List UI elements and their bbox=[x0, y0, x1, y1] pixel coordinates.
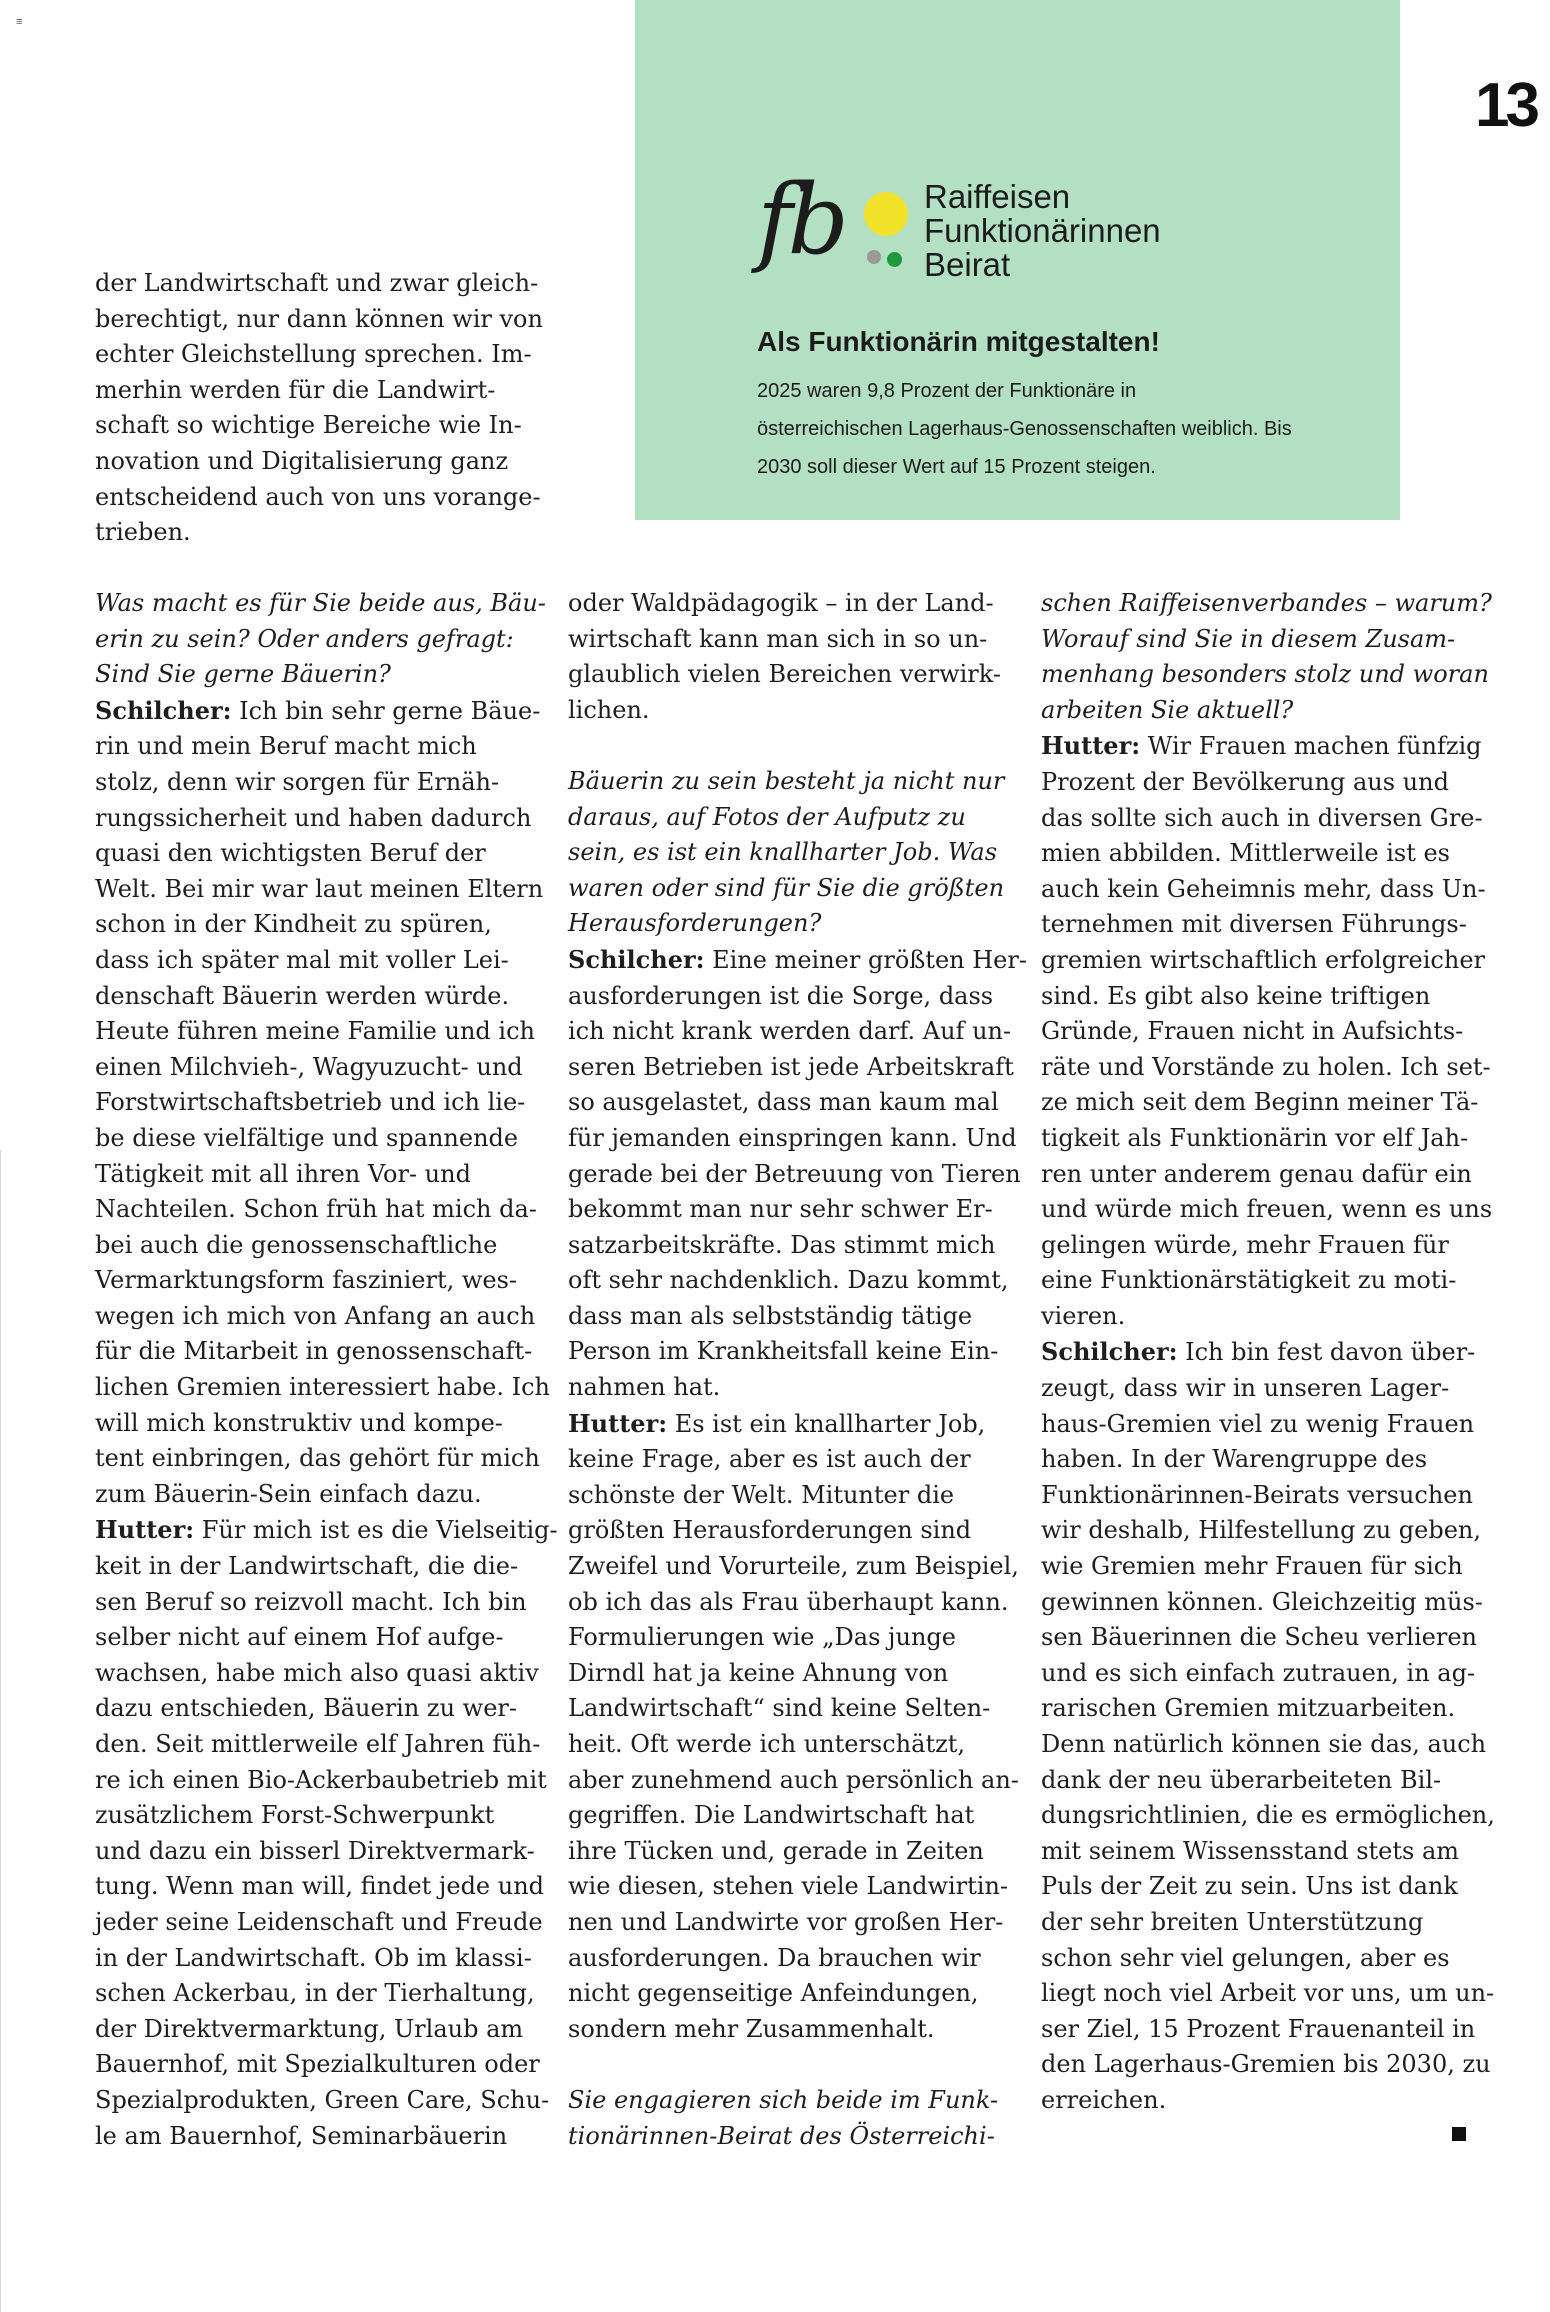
body-line: ser Ziel, 15 Prozent Frauenanteil in bbox=[1041, 2014, 1476, 2043]
body-line: gelingen würde, mehr Frauen für bbox=[1041, 1230, 1449, 1259]
body-line: selber nicht auf einem Hof aufge- bbox=[95, 1623, 504, 1652]
body-line: ausforderungen. Da brauchen wir bbox=[568, 1943, 981, 1972]
body-line: ze mich seit dem Beginn meiner Tä- bbox=[1041, 1088, 1479, 1117]
body-line: wegen ich mich von Anfang an auch bbox=[95, 1301, 536, 1330]
body-line: in der Landwirtschaft. Ob im klassi- bbox=[95, 1943, 532, 1972]
body-line: Zweifel und Vorurteile, zum Beispiel, bbox=[568, 1552, 1019, 1581]
question-line: Sind Sie gerne Bäuerin? bbox=[95, 660, 391, 689]
answer-text: Ich bin fest davon über- bbox=[1177, 1338, 1476, 1367]
body-line: liegt noch viel Arbeit vor uns, um un- bbox=[1041, 1979, 1495, 2008]
logo-green-dot-icon bbox=[887, 252, 902, 267]
question-line: daraus, auf Fotos der Aufputz zu bbox=[568, 802, 966, 831]
question-line: schen Raiffeisenverbandes – warum? bbox=[1041, 589, 1492, 617]
body-line: schon in der Kindheit zu spüren, bbox=[95, 910, 492, 939]
info-box bbox=[635, 0, 1400, 520]
question-line: Was macht es für Sie beide aus, Bäu- bbox=[95, 589, 546, 617]
body-line: dungsrichtlinien, die es ermöglichen, bbox=[1041, 1801, 1495, 1830]
body-line: Welt. Bei mir war laut meinen Eltern bbox=[95, 874, 544, 903]
body-line: sondern mehr Zusammenhalt. bbox=[568, 2014, 935, 2043]
info-box-line: 2025 waren 9,8 Prozent der Funktionäre in bbox=[757, 380, 1137, 402]
body-line: ihre Tücken und, gerade in Zeiten bbox=[568, 1836, 984, 1865]
body-line: wie diesen, stehen viele Landwirtin- bbox=[568, 1872, 1009, 1901]
answer-first-line bbox=[95, 1512, 558, 1549]
body-line: Puls der Zeit zu sein. Uns ist dank bbox=[1041, 1872, 1458, 1901]
question-line: waren oder sind für Sie die größten bbox=[568, 873, 1005, 902]
article-column-3 bbox=[1041, 586, 1495, 2119]
body-line: Dirndl hat ja keine Ahnung von bbox=[568, 1658, 949, 1687]
question-line: menhang besonders stolz und woran bbox=[1041, 660, 1489, 689]
body-line: sen Bäuerinnen die Scheu verlieren bbox=[1041, 1623, 1477, 1652]
body-line: aber zunehmend auch persönlich an- bbox=[568, 1765, 1019, 1794]
answer-first-line bbox=[568, 1406, 1008, 1443]
logo-sun-dot-icon bbox=[864, 192, 908, 236]
question-line: Worauf sind Sie in diesem Zusam- bbox=[1041, 624, 1456, 653]
question-line: arbeiten Sie aktuell? bbox=[1041, 695, 1294, 724]
body-line: rungssicherheit und haben dadurch bbox=[95, 803, 532, 832]
body-line: schönste der Welt. Mitunter die bbox=[568, 1480, 955, 1509]
body-line: der sehr breiten Unterstützung bbox=[1041, 1907, 1424, 1936]
body-line: Prozent der Bevölkerung aus und bbox=[1041, 767, 1449, 796]
body-line: entscheidend auch von uns vorange- bbox=[95, 482, 541, 511]
body-line: ren unter anderem genau dafür ein bbox=[1041, 1159, 1472, 1188]
speaker-name: Schilcher: bbox=[95, 695, 232, 725]
body-line: so ausgelastet, dass man kaum mal bbox=[568, 1088, 999, 1117]
body-line: rarischen Gremien mitzuarbeiten. bbox=[1041, 1694, 1456, 1723]
body-line: sen Beruf so reizvoll macht. Ich bin bbox=[95, 1587, 527, 1616]
body-line: tigkeit als Funktionärin vor elf Jah- bbox=[1041, 1123, 1469, 1152]
body-line: lichen. bbox=[568, 695, 650, 724]
body-line: größten Herausforderungen sind bbox=[568, 1516, 972, 1545]
body-line: Gründe, Frauen nicht in Aufsichts- bbox=[1041, 1017, 1464, 1046]
body-line: oft sehr nachdenklich. Dazu kommt, bbox=[568, 1266, 1009, 1295]
body-line: dass ich später mal mit voller Lei- bbox=[95, 945, 509, 974]
body-line: schon sehr viel gelungen, aber es bbox=[1041, 1943, 1450, 1972]
logo-line: Funktionärinnen bbox=[924, 212, 1161, 249]
body-line: wir deshalb, Hilfestellung zu geben, bbox=[1041, 1516, 1482, 1545]
body-line: zeugt, dass wir in unseren Lager- bbox=[1041, 1374, 1450, 1403]
info-box-line: österreichischen Lagerhaus-Genossenschaften weiblich. Bis bbox=[757, 418, 1292, 440]
answer-text: Es ist ein knallharter Job, bbox=[667, 1409, 986, 1438]
logo-mark: fb bbox=[757, 164, 844, 276]
question-line: Bäuerin zu sein besteht ja nicht nur bbox=[568, 766, 1005, 795]
body-line: tent einbringen, das gehört für mich bbox=[95, 1444, 540, 1473]
body-line: seren Betrieben ist jede Arbeitskraft bbox=[568, 1052, 1014, 1081]
body-line: be diese vielfältige und spannende bbox=[95, 1123, 519, 1152]
speaker-name: Schilcher: bbox=[1041, 1337, 1178, 1367]
body-line: Spezialprodukten, Green Care, Schu- bbox=[95, 2085, 550, 2114]
body-line: gerade bei der Betreuung von Tieren bbox=[568, 1159, 1021, 1188]
body-line: zusätzlichem Forst-Schwerpunkt bbox=[95, 1801, 495, 1830]
info-box-line: 2030 soll dieser Wert auf 15 Prozent steigen. bbox=[757, 456, 1156, 478]
page-number: 13 bbox=[1475, 71, 1536, 140]
body-line: Vermarktungsform fasziniert, wes- bbox=[95, 1266, 518, 1295]
body-line: heit. Oft werde ich unterschätzt, bbox=[568, 1730, 966, 1758]
body-line: lichen Gremien interessiert habe. Ich bbox=[95, 1373, 550, 1402]
paragraph-gap bbox=[568, 2047, 1008, 2083]
body-line: Person im Krankheitsfall keine Ein- bbox=[568, 1337, 999, 1366]
article-column-1 bbox=[95, 586, 558, 2154]
body-line: bei auch die genossenschaftliche bbox=[95, 1230, 498, 1259]
body-line: dass man als selbstständig tätige bbox=[568, 1301, 973, 1330]
menu-mark-icon: ≡ bbox=[16, 16, 23, 28]
body-line: Denn natürlich können sie das, auch bbox=[1041, 1730, 1487, 1758]
body-line: schen Ackerbau, in der Tierhaltung, bbox=[95, 1979, 535, 2008]
question-line: Sie engagieren sich beide im Funk- bbox=[568, 2085, 999, 2114]
body-line: Forstwirtschaftsbetrieb und ich lie- bbox=[95, 1088, 526, 1117]
body-line: jeder seine Leidenschaft und Freude bbox=[95, 1907, 543, 1936]
speaker-name: Hutter: bbox=[1041, 731, 1141, 761]
body-line: nicht gegenseitige Anfeindungen, bbox=[568, 1979, 979, 2008]
body-line: auch kein Geheimnis mehr, dass Un- bbox=[1041, 874, 1486, 903]
body-line: satzarbeitskräfte. Das stimmt mich bbox=[568, 1230, 996, 1259]
body-line: und würde mich freuen, wenn es uns bbox=[1041, 1195, 1493, 1224]
body-line: wachsen, habe mich also quasi aktiv bbox=[95, 1658, 539, 1687]
logo bbox=[757, 164, 1320, 296]
body-line: für die Mitarbeit in genossenschaft- bbox=[95, 1337, 533, 1366]
body-line: ich nicht krank werden darf. Auf un- bbox=[568, 1017, 1012, 1046]
speaker-name: Schilcher: bbox=[568, 944, 705, 974]
body-line: Tätigkeit mit all ihren Vor- und bbox=[95, 1159, 471, 1188]
body-line: wie Gremien mehr Frauen für sich bbox=[1041, 1552, 1463, 1581]
body-line: vieren. bbox=[1041, 1301, 1126, 1330]
body-line: gremien wirtschaftlich erfolgreicher bbox=[1041, 945, 1485, 974]
question-line: sein, es ist ein knallharter Job. Was bbox=[568, 838, 998, 867]
body-line: den Lagerhaus-Gremien bis 2030, zu bbox=[1041, 2050, 1491, 2079]
body-line: der Direktvermarktung, Urlaub am bbox=[95, 2014, 524, 2043]
body-line: ternehmen mit diversen Führungs- bbox=[1041, 910, 1467, 939]
body-line: einen Milchvieh-, Wagyuzucht- und bbox=[95, 1052, 523, 1081]
body-line: gewinnen können. Gleichzeitig müs- bbox=[1041, 1587, 1483, 1616]
body-line: haben. In der Warengruppe des bbox=[1041, 1445, 1428, 1474]
body-line: le am Bauernhof, Seminarbäuerin bbox=[95, 2121, 508, 2150]
body-line: den. Seit mittlerweile elf Jahren füh- bbox=[95, 1730, 541, 1758]
body-line: wirtschaft kann man sich in so un- bbox=[568, 624, 988, 653]
body-line: glaublich vielen Bereichen verwirk- bbox=[568, 660, 1001, 689]
body-line: Formulierungen wie „Das junge bbox=[568, 1623, 956, 1652]
body-line: sind. Es gibt also keine triftigen bbox=[1041, 981, 1431, 1010]
logo-line: Beirat bbox=[924, 246, 1011, 283]
body-line: schaft so wichtige Bereiche wie In- bbox=[95, 411, 522, 440]
question-line: Herausforderungen? bbox=[568, 909, 822, 938]
body-line: re ich einen Bio-Ackerbaubetrieb mit bbox=[95, 1765, 547, 1794]
question-line: erin zu sein? Oder anders gefragt: bbox=[95, 624, 514, 653]
answer-first-line bbox=[95, 693, 541, 730]
body-line: Landwirtschaft“ sind keine Selten- bbox=[568, 1694, 991, 1723]
body-line: dazu entschieden, Bäuerin zu wer- bbox=[95, 1694, 517, 1723]
body-line: mien abbilden. Mittlerweile ist es bbox=[1041, 839, 1450, 868]
body-line: Funktionärinnen-Beirats versuchen bbox=[1041, 1480, 1473, 1509]
info-box-body bbox=[757, 372, 1320, 486]
end-of-article-mark bbox=[1452, 2127, 1466, 2141]
intro-paragraph bbox=[95, 266, 543, 551]
body-line: Heute führen meine Familie und ich bbox=[95, 1017, 535, 1046]
body-line: und es sich einfach zutrauen, in ag- bbox=[1041, 1658, 1476, 1687]
body-line: denschaft Bäuerin werden würde. bbox=[95, 981, 510, 1010]
body-line: stolz, denn wir sorgen für Ernäh- bbox=[95, 767, 500, 796]
body-line: trieben. bbox=[95, 518, 191, 547]
answer-first-line bbox=[1041, 728, 1481, 765]
body-line: rin und mein Beruf macht mich bbox=[95, 732, 477, 761]
body-line: für jemanden einspringen kann. Und bbox=[568, 1123, 1017, 1152]
body-line: das sollte sich auch in diversen Gre- bbox=[1041, 803, 1483, 832]
body-line: berechtigt, nur dann können wir von bbox=[95, 304, 543, 333]
body-line: merhin werden für die Landwirt- bbox=[95, 375, 496, 404]
logo-grey-dot-icon bbox=[867, 250, 881, 264]
body-line: keit in der Landwirtschaft, die die- bbox=[95, 1552, 519, 1581]
body-line: haus-Gremien viel zu wenig Frauen bbox=[1041, 1409, 1475, 1438]
logo-text bbox=[924, 180, 1161, 282]
body-line: eine Funktionärstätigkeit zu moti- bbox=[1041, 1266, 1457, 1295]
body-line: keine Frage, aber es ist auch der bbox=[568, 1445, 971, 1474]
body-line: echter Gleichstellung sprechen. Im- bbox=[95, 340, 532, 369]
answer-first-line bbox=[1041, 1334, 1481, 1371]
body-line: oder Waldpädagogik – in der Land- bbox=[568, 589, 994, 617]
body-line: räte und Vorstände zu holen. Ich set- bbox=[1041, 1052, 1491, 1081]
body-line: bekommt man nur sehr schwer Er- bbox=[568, 1195, 993, 1224]
answer-text: Eine meiner größten Her- bbox=[704, 945, 1027, 974]
speaker-name: Hutter: bbox=[568, 1408, 668, 1438]
body-line: ausforderungen ist die Sorge, dass bbox=[568, 981, 994, 1010]
body-line: der Landwirtschaft und zwar gleich- bbox=[95, 269, 539, 297]
answer-text: Ich bin sehr gerne Bäue- bbox=[231, 696, 541, 725]
body-line: nen und Landwirte vor großen Her- bbox=[568, 1907, 1004, 1936]
answer-first-line bbox=[568, 942, 1027, 979]
info-box-heading: Als Funktionärin mitgestalten! bbox=[757, 326, 1160, 357]
body-line: nahmen hat. bbox=[568, 1373, 721, 1402]
answer-text: Wir Frauen machen fünfzig bbox=[1140, 732, 1482, 761]
logo-line: Raiffeisen bbox=[924, 178, 1071, 215]
question-line: tionärinnen-Beirat des Österreichi- bbox=[568, 2121, 995, 2150]
body-line: und dazu ein bisserl Direktvermark- bbox=[95, 1836, 535, 1865]
answer-text: Für mich ist es die Vielseitig- bbox=[194, 1516, 558, 1545]
article-column-2 bbox=[568, 586, 1027, 2154]
body-line: zum Bäuerin-Sein einfach dazu. bbox=[95, 1479, 482, 1508]
body-line: gegriffen. Die Landwirtschaft hat bbox=[568, 1801, 975, 1830]
page-edge-line bbox=[0, 1150, 1, 2312]
body-line: Bauernhof, mit Spezialkulturen oder bbox=[95, 2050, 540, 2079]
body-line: Nachteilen. Schon früh hat mich da- bbox=[95, 1195, 537, 1224]
body-line: quasi den wichtigsten Beruf der bbox=[95, 839, 486, 868]
body-line: ob ich das als Frau überhaupt kann. bbox=[568, 1587, 1009, 1616]
paragraph-gap bbox=[568, 728, 1008, 764]
body-line: erreichen. bbox=[1041, 2085, 1167, 2114]
body-line: will mich konstruktiv und kompe- bbox=[95, 1408, 503, 1437]
body-line: tung. Wenn man will, findet jede und bbox=[95, 1872, 545, 1901]
body-line: mit seinem Wissensstand stets am bbox=[1041, 1836, 1460, 1865]
speaker-name: Hutter: bbox=[95, 1515, 195, 1545]
body-line: novation und Digitalisierung ganz bbox=[95, 446, 509, 475]
body-line: dank der neu überarbeiteten Bil- bbox=[1041, 1765, 1442, 1794]
